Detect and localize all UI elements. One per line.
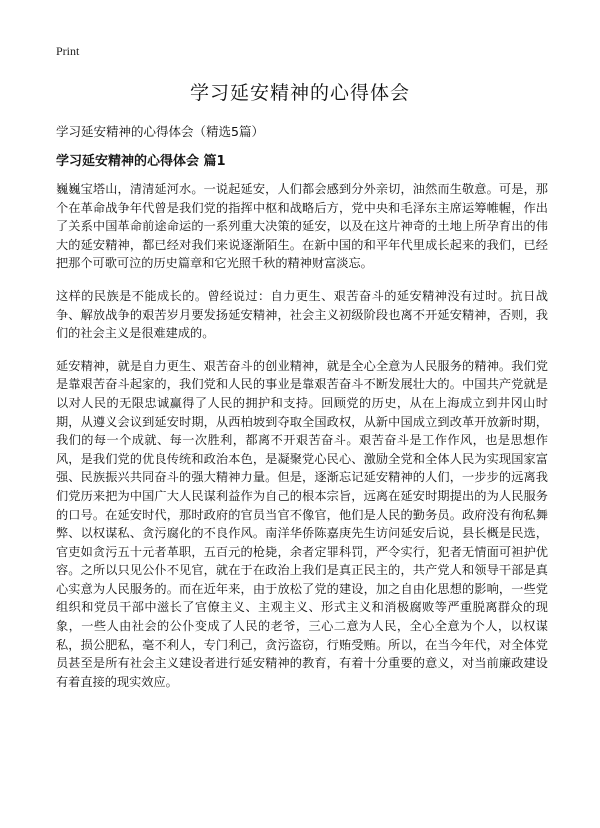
document-subtitle: 学习延安精神的心得体会（精选5篇） (56, 124, 264, 139)
document-body (56, 180, 548, 705)
document-title: 学习延安精神的心得体会 (189, 82, 410, 104)
paragraph-3: 延安精神，就是自力更生、艰苦奋斗的创业精神，就是全心全意为人民服务的精神。我们党是靠艰苦奋斗起家的，我们党和人民的事业是靠艰苦奋斗不断发展壮大的。中国共产党就是以对人民的无限忠诚赢得了人民的拥护和支持。回顾党的历史，从在上海成立到井冈山时期，从遵义会议到延安时期，从西柏坡到夺取全国政权，从新中国成立到改革开放新时期，我们的每一个成就、每一次胜利，都离不开艰苦奋斗。艰苦奋斗是工作作风，也是思想作风，是我们党的优良传统和政治本色，是凝聚党心民心、激励全党和全体人民为实现国家富强、民族振兴共同奋斗的强大精神力量。但是，逐渐忘记延安精神的人们，一步步的远离我们党历来把为中国广大人民谋利益作为自己的根本宗旨，远离在延安时期提出的为人民服务的口号。在延安时代，那时政府的官员当官不像官，他们是人民的勤务员。政府没有徇私舞弊、以权谋私、贪污腐化的不良作风。南洋华侨陈嘉庚先生访问延安后说，县长概是民选，官吏如贪污五十元者革职，五百元的枪毙，余者定罪科罚，严令实行，犯者无情面可袒护优容。之所以只见公仆不见官，就在于在政治上我们是真正民主的，共产党人和领导干部是真心实意为人民服务的。而在近年来，由于放松了党的建设，加之自由化思想的影响，一些党组织和党员干部中滋长了官僚主义、主观主义、形式主义和消极腐败等严重脱离群众的现象，一些人由社会的公仆变成了人民的老爷，三心二意为人民，全心全意为个人，以权谋私，损公肥私，毫不利人，专门利己，贪污盗窃，行贿受贿。所以，在当今年代，对全体党员甚至是所有社会主义建设者进行延安精神的教育，有着十分重要的意义，对当前廉政建设有着直接的现实效应。 (56, 358, 548, 689)
print-label: Print (56, 44, 80, 58)
paragraph-2: 这样的民族是不能成长的。曾经说过：自力更生、艰苦奋斗的延安精神没有过时。抗日战争、解放战争的艰苦岁月要发扬延安精神，社会主义初级阶段也离不开延安精神，否则，我们的社会主义是很难建成的。 (56, 288, 548, 341)
section-heading: 学习延安精神的心得体会 篇1 (56, 154, 226, 169)
paragraph-1: 巍巍宝塔山，清清延河水。一说起延安，人们都会感到分外亲切，油然而生敬意。可是，那个在革命战争年代曾是我们党的指挥中枢和战略后方，党中央和毛泽东主席运筹帷幄，作出了关系中国革命前途命运的一系列重大决策的延安，以及在这片神奇的土地上所孕育出的伟大的延安精神，都已经对我们来说逐渐陌生。在新中国的和平年代里成长起来的我们，已经把那个可歌可泣的历史篇章和它光照千秋的精神财富淡忘。 (56, 182, 548, 271)
